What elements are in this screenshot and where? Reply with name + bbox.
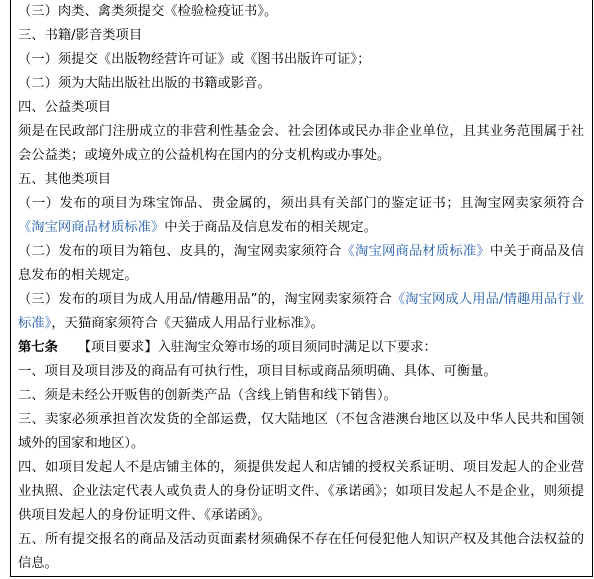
paragraph <box>18 240 584 288</box>
paragraph: 三、卖家必须承担首次发货的全部运费，仅大陆地区（不包含港澳台地区以及中华人民共和国领域外的国家和地区）。 <box>18 412 584 451</box>
section-heading: 五、其他类项目 <box>18 172 112 187</box>
paragraph-text: 中关于商品及信息发布的相关规定。 <box>164 220 378 235</box>
paragraph <box>18 288 584 336</box>
paragraph-text: （一）发布的项目为珠宝饰品、贵金属的，须出具有关部门的鉴定证书；且淘宝网卖家须符合 <box>18 196 584 211</box>
article-heading <box>18 336 584 360</box>
taobao-material-standard-link[interactable]: 《淘宝网商品材质标准》 <box>341 244 490 259</box>
section-heading: 三、书籍/影音类项目 <box>18 28 143 43</box>
paragraph: 须是在民政部门注册成立的非营利性基金会、社会团体或民办非企业单位，且其业务范围属于社会公益类；或境外成立的公益机构在国内的分支机构或办事处。 <box>18 124 584 163</box>
taobao-material-standard-link[interactable]: 《淘宝网商品材质标准》 <box>18 220 165 235</box>
paragraph: （一）须提交《出版物经营许可证》或《图书出版许可证》； <box>18 52 371 67</box>
paragraph-text: ，天猫商家须符合《天猫成人用品行业标准》。 <box>51 316 324 331</box>
paragraph: （三）肉类、禽类须提交《检验检疫证书》。 <box>18 4 278 19</box>
paragraph <box>18 192 584 240</box>
paragraph: （二）须为大陆出版社出版的书籍或影音。 <box>18 76 271 91</box>
paragraph: 一、项目及项目涉及的商品有可执行性，项目目标或商品须明确、具体、可衡量。 <box>18 364 497 379</box>
document-body <box>18 0 584 576</box>
paragraph: 二、须是未经公开贩售的创新类产品（含线上销售和线下销售）。 <box>18 388 397 403</box>
article-title: 【项目要求】入驻淘宝众筹市场的项目须同时满足以下要求： <box>57 340 437 355</box>
taobao-adult-products-standard-link[interactable]: 《淘宝网成人用品/情趣用品行业标准》 <box>18 292 584 331</box>
paragraph-text: 中关于商品及信息发布的相关规定。 <box>18 244 585 283</box>
paragraph: 四、如项目发起人不是店铺主体的，须提供发起人和店铺的授权关系证明、项目发起人的企业营业执照、企业法定代表人或负责人的身份证明文件、《承诺函》；如项目发起人不是企业，则须提供项目发起人的身份证明文件、《承诺函》。 <box>18 460 584 523</box>
paragraph-text: （二）发布的项目为箱包、皮具的，淘宝网卖家须符合 <box>18 244 342 259</box>
paragraph: 五、所有提交报名的商品及活动页面素材须确保不存在任何侵犯他人知识产权及其他合法权益的信息。 <box>18 532 584 571</box>
article-number: 第七条 <box>18 340 58 355</box>
section-heading: 四、公益类项目 <box>18 100 112 115</box>
paragraph-text: （三）发布的项目为成人用品/情趣用品”的，淘宝网卖家须符合 <box>18 292 392 307</box>
